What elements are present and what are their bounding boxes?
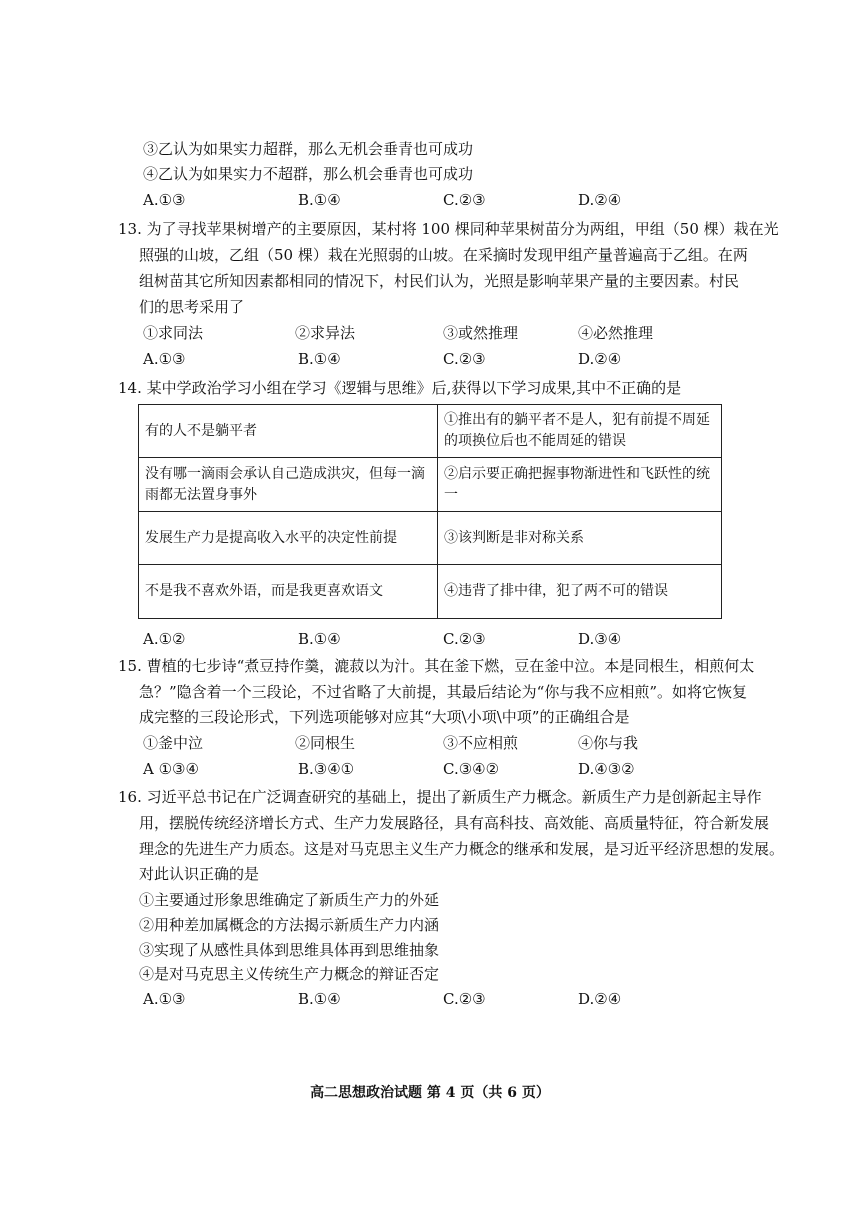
q13-stem-line-4: 们的思考采用了 <box>139 298 245 316</box>
q14-row <box>139 405 722 458</box>
q16-stem-line-4: 对此认识正确的是 <box>139 865 260 883</box>
q15-option-a: A ①③④ <box>143 760 199 778</box>
q12-statement-4: ④乙认为如果实力不超群，那么机会垂青也可成功 <box>143 165 474 183</box>
q14-row-4-left: 不是我不喜欢外语，而是我更喜欢语文 <box>139 565 438 619</box>
q12-option-b: B.①④ <box>298 191 341 209</box>
q15-stem-line-3: 成完整的三段论形式，下列选项能够对应其“大项\小项\中项”的正确组合是 <box>139 708 630 726</box>
q14-row-2-left: 没有哪一滴雨会承认自己造成洪灾，但每一滴雨都无法置身事外 <box>139 458 438 512</box>
q12-statement-3: ③乙认为如果实力超群，那么无机会垂青也可成功 <box>143 140 474 158</box>
q13-item-2: ②求异法 <box>295 324 356 342</box>
q14-option-b: B.①④ <box>298 630 341 648</box>
q14-option-c: C.②③ <box>443 630 486 648</box>
q14-row <box>139 512 722 565</box>
q13-option-d: D.②④ <box>578 350 622 368</box>
q15-item-3: ③不应相煎 <box>443 734 519 752</box>
q14-table <box>138 404 722 619</box>
q16-item-3: ③实现了从感性具体到思维具体再到思维抽象 <box>139 941 440 959</box>
q15-stem-line-2: 急？”隐含着一个三段论，不过省略了大前提，其最后结论为“你与我不应相煎”。如将它恢复 <box>139 683 748 701</box>
q16-option-d: D.②④ <box>578 990 622 1008</box>
q15-stem-line-1: 15. 曹植的七步诗“煮豆持作羹，漉菽以为汁。其在釜下燃，豆在釜中泣。本是同根生，相煎何太 <box>118 657 755 675</box>
q13-stem-line-1: 13. 为了寻找苹果树增产的主要原因，某村将 100 棵同种苹果树苗分为两组，甲组（50 棵）栽在光 <box>118 220 779 238</box>
q14-row-2-right: ②启示要正确把握事物渐进性和飞跃性的统一 <box>438 458 722 512</box>
q14-option-a: A.①② <box>143 630 186 648</box>
q14-stem: 14. 某中学政治学习小组在学习《逻辑与思维》后,获得以下学习成果,其中不正确的是 <box>118 379 682 397</box>
q16-stem-line-1: 16. 习近平总书记在广泛调查研究的基础上，提出了新质生产力概念。新质生产力是创新起主导作 <box>118 788 762 806</box>
q14-row-1-right: ①推出有的躺平者不是人，犯有前提不周延的项换位后也不能周延的错误 <box>438 405 722 458</box>
q12-option-c: C.②③ <box>443 191 486 209</box>
q14-row-3-left: 发展生产力是提高收入水平的决定性前提 <box>139 512 438 565</box>
q14-row-3-right: ③该判断是非对称关系 <box>438 512 722 565</box>
q16-stem-line-2: 用，摆脱传统经济增长方式、生产力发展路径，具有高科技、高效能、高质量特征，符合新发展 <box>139 814 770 832</box>
q15-item-2: ②同根生 <box>295 734 356 752</box>
q16-item-2: ②用种差加属概念的方法揭示新质生产力内涵 <box>139 916 440 934</box>
q13-stem-line-3: 组树苗其它所知因素都相同的情况下，村民们认为，光照是影响苹果产量的主要因素。村民 <box>139 272 740 290</box>
q16-option-b: B.①④ <box>298 990 341 1008</box>
q14-row <box>139 565 722 619</box>
q12-option-d: D.②④ <box>578 191 622 209</box>
q16-option-a: A.①③ <box>143 990 186 1008</box>
page-footer: 高二思想政治试题 第 4 页（共 6 页） <box>310 1085 550 1101</box>
q13-item-1: ①求同法 <box>143 324 204 342</box>
q15-item-4: ④你与我 <box>578 734 639 752</box>
q12-option-a: A.①③ <box>143 191 186 209</box>
q16-item-4: ④是对马克思主义传统生产力概念的辩证否定 <box>139 965 440 983</box>
q13-item-3: ③或然推理 <box>443 324 519 342</box>
q13-option-c: C.②③ <box>443 350 486 368</box>
q14-option-d: D.③④ <box>578 630 622 648</box>
q15-option-d: D.④③② <box>578 760 635 778</box>
q14-row-1-left: 有的人不是躺平者 <box>139 405 438 458</box>
q15-option-b: B.③④① <box>298 760 355 778</box>
q13-stem-line-2: 照强的山坡，乙组（50 棵）栽在光照弱的山坡。在采摘时发现甲组产量普遍高于乙组。在两 <box>139 246 748 264</box>
q16-option-c: C.②③ <box>443 990 486 1008</box>
q16-item-1: ①主要通过形象思维确定了新质生产力的外延 <box>139 891 440 909</box>
q14-row <box>139 458 722 512</box>
q15-option-c: C.③④② <box>443 760 500 778</box>
q16-stem-line-3: 理念的先进生产力质态。这是对马克思主义生产力概念的继承和发展，是习近平经济思想的发展。 <box>139 840 785 858</box>
q14-row-4-right: ④违背了排中律，犯了两不可的错误 <box>438 565 722 619</box>
q15-item-1: ①釜中泣 <box>143 734 204 752</box>
q13-option-a: A.①③ <box>143 350 186 368</box>
q13-option-b: B.①④ <box>298 350 341 368</box>
q13-item-4: ④必然推理 <box>578 324 654 342</box>
